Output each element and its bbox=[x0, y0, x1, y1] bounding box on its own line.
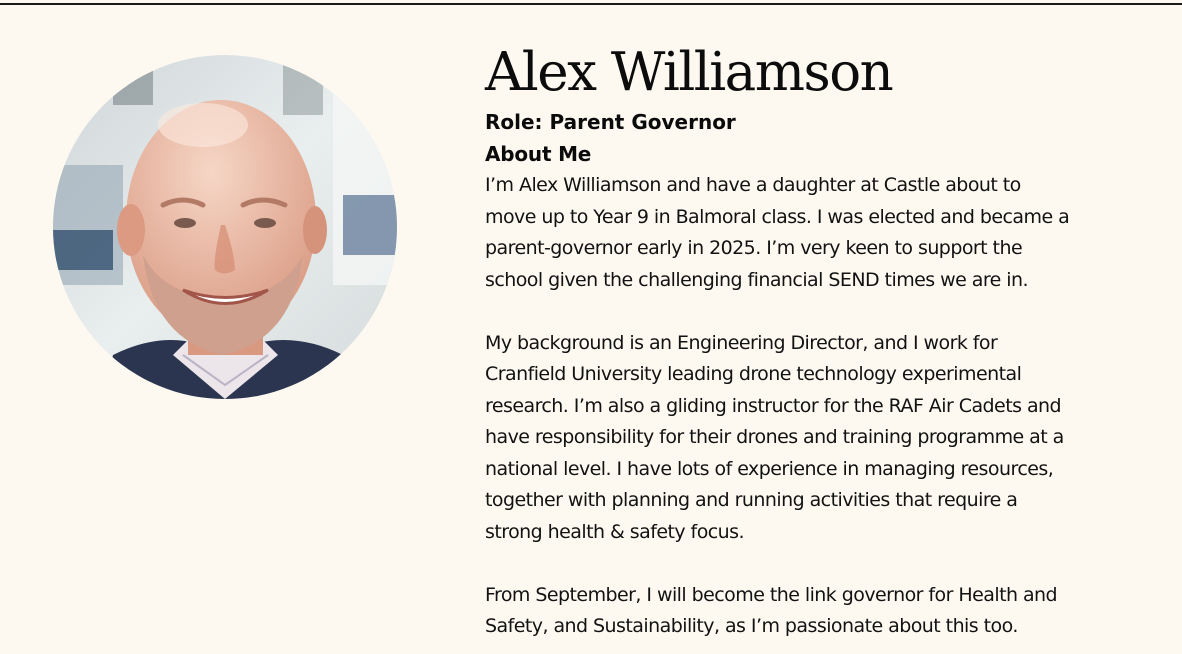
about-me-heading: About Me bbox=[485, 142, 592, 166]
bio-line: parent-governor early in 2025. I’m very keen to support the bbox=[485, 237, 1023, 259]
governor-bio bbox=[485, 40, 1182, 643]
portrait-image bbox=[53, 55, 397, 399]
bio-line: Safety, and Sustainability, as I’m passionate about this too. bbox=[485, 615, 1018, 637]
bio-paragraph bbox=[485, 580, 1182, 643]
bio-line: together with planning and running activities that require a bbox=[485, 489, 1018, 511]
bio-paragraph bbox=[485, 170, 1182, 296]
bio-line: My background is an Engineering Director, and I work for bbox=[485, 331, 998, 354]
governor-name: Alex Williamson bbox=[485, 42, 893, 103]
top-divider bbox=[0, 0, 1182, 5]
bio-line: school given the challenging financial SEND times we are in. bbox=[485, 268, 1029, 291]
bio-line: research. I’m also a gliding instructor for the RAF Air Cadets and bbox=[485, 394, 1062, 417]
bio-line: strong health & safety focus. bbox=[485, 520, 744, 543]
bio-line: national level. I have lots of experience in managing resources, bbox=[485, 457, 1054, 480]
governor-role: Role: Parent Governor bbox=[485, 110, 736, 134]
bio-line: I’m Alex Williamson and have a daughter at Castle about to bbox=[485, 174, 1021, 196]
bio-line: Cranfield University leading drone technology experimental bbox=[485, 363, 1022, 385]
bio-paragraph bbox=[485, 328, 1182, 549]
bio-line: have responsibility for their drones and training programme at a bbox=[485, 426, 1064, 448]
bio-line: From September, I will become the link governor for Health and bbox=[485, 583, 1058, 606]
bio-line: move up to Year 9 in Balmoral class. I was elected and became a bbox=[485, 205, 1070, 228]
profile-photo bbox=[53, 55, 397, 399]
